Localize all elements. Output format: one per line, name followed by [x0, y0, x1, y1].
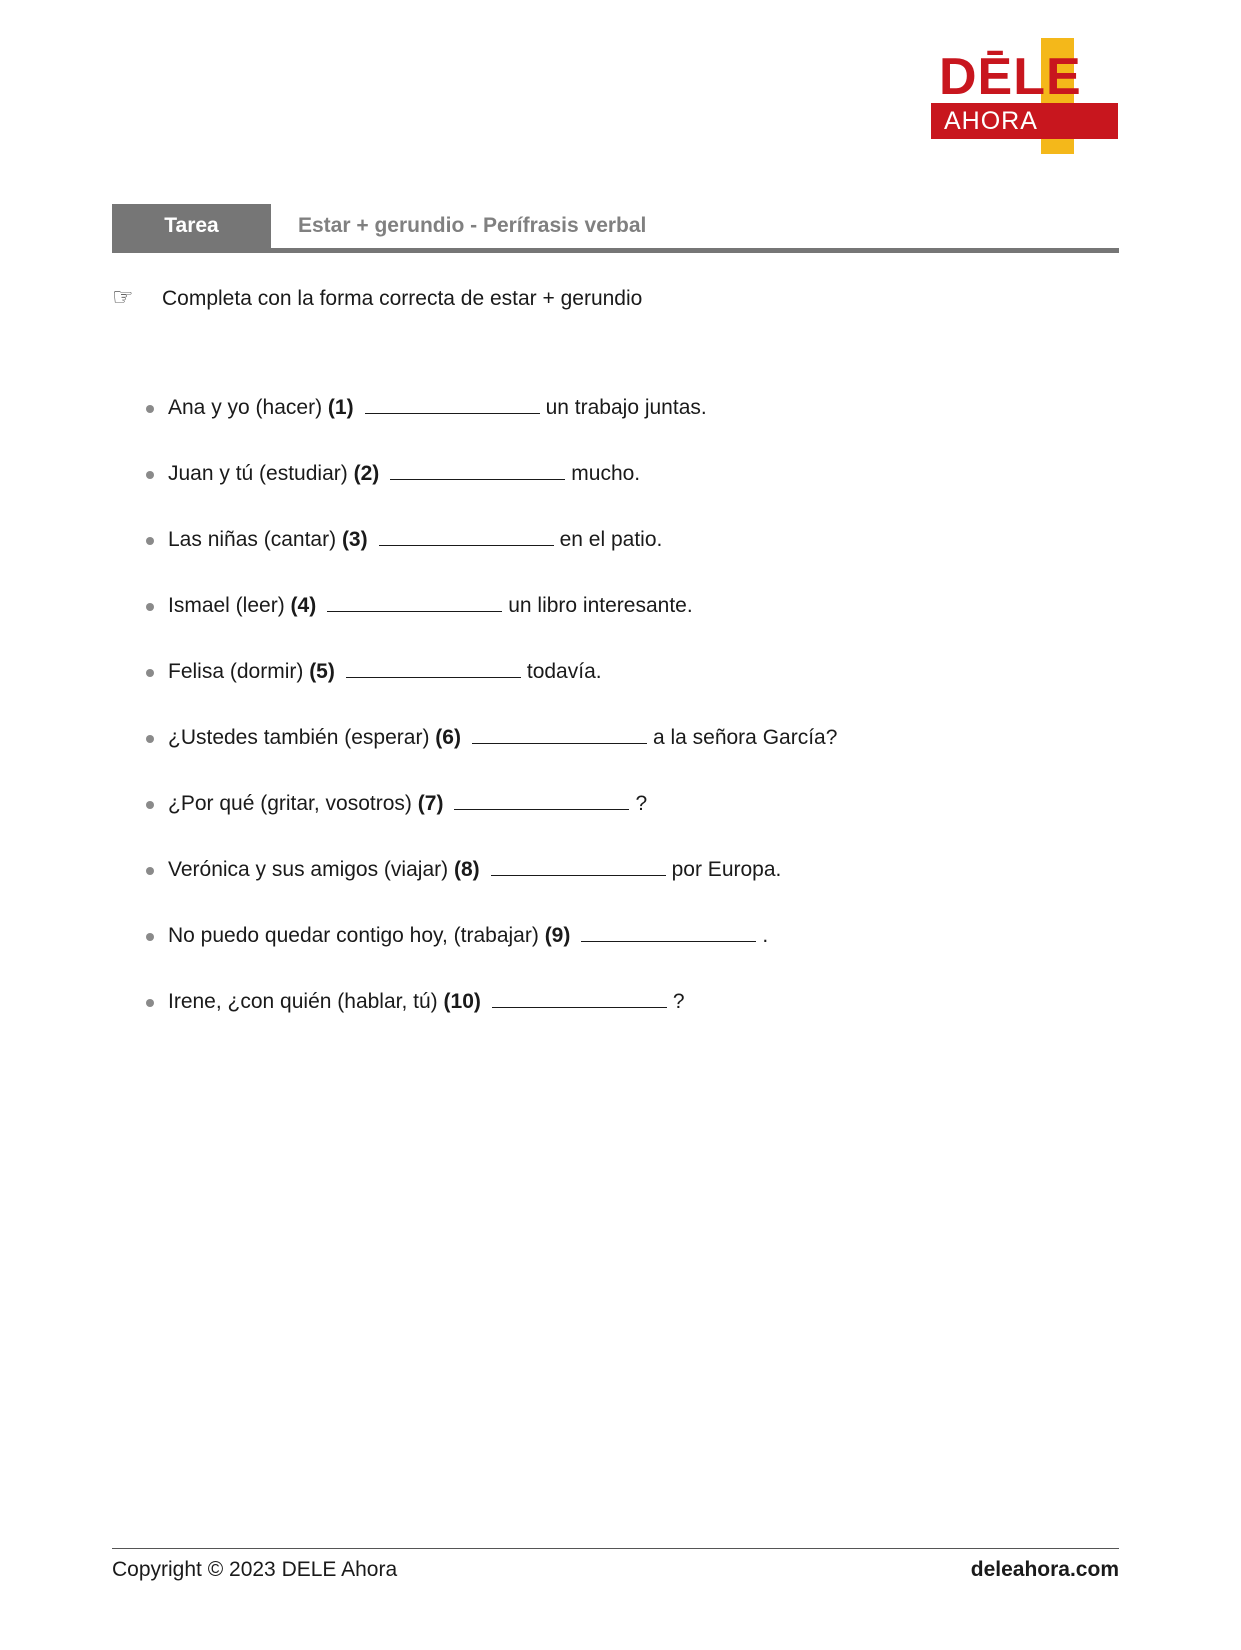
answer-blank[interactable]	[491, 855, 666, 876]
answer-blank[interactable]	[327, 591, 502, 612]
item-prompt: Ana y yo (hacer)	[168, 396, 323, 419]
item-prompt: ¿Por qué (gritar, vosotros)	[168, 792, 412, 815]
logo-dele-text: DĒLE	[939, 48, 1082, 106]
item-prompt: Juan y tú (estudiar)	[168, 462, 348, 485]
answer-blank[interactable]	[365, 393, 540, 414]
exercise-item	[142, 788, 837, 854]
header-rule	[112, 248, 1119, 253]
item-prompt: Ismael (leer)	[168, 594, 285, 617]
answer-blank[interactable]	[346, 657, 521, 678]
pointing-hand-icon: ☞	[112, 284, 134, 311]
exercise-item	[142, 524, 837, 590]
item-prompt: Las niñas (cantar)	[168, 528, 337, 551]
bullet-icon	[146, 735, 154, 743]
item-prompt: ¿Ustedes también (esperar)	[168, 726, 430, 749]
exercise-item	[142, 656, 837, 722]
answer-blank[interactable]	[379, 525, 554, 546]
item-number: (3)	[341, 528, 368, 551]
answer-blank[interactable]	[581, 921, 756, 942]
dele-ahora-logo	[931, 36, 1118, 154]
exercise-item	[142, 920, 837, 986]
exercise-item	[142, 392, 837, 458]
item-number: (1)	[327, 396, 354, 419]
bullet-icon	[146, 669, 154, 677]
item-continuation: en el patio.	[559, 528, 663, 551]
item-continuation: mucho.	[571, 462, 641, 485]
exercise-list	[142, 392, 837, 1052]
item-prompt: Irene, ¿con quién (hablar, tú)	[168, 990, 438, 1013]
bullet-icon	[146, 405, 154, 413]
item-continuation: un libro interesante.	[508, 594, 693, 617]
bullet-icon	[146, 801, 154, 809]
item-prompt: Felisa (dormir)	[168, 660, 304, 683]
item-number: (10)	[443, 990, 481, 1013]
logo-ahora-text: AHORA	[944, 107, 1038, 135]
bullet-icon	[146, 999, 154, 1007]
task-header	[112, 204, 1119, 252]
task-tab-label: Tarea	[112, 204, 271, 252]
item-number: (4)	[290, 594, 317, 617]
answer-blank[interactable]	[454, 789, 629, 810]
item-number: (9)	[544, 924, 571, 947]
item-continuation: ?	[635, 792, 648, 815]
footer-rule	[112, 1548, 1119, 1549]
item-continuation: un trabajo juntas.	[545, 396, 707, 419]
item-prompt: Verónica y sus amigos (viajar)	[168, 858, 449, 881]
instruction-text: Completa con la forma correcta de estar + gerundio	[162, 287, 643, 310]
exercise-item	[142, 590, 837, 656]
item-continuation: todavía.	[526, 660, 602, 683]
item-number: (5)	[309, 660, 335, 683]
site-link[interactable]: deleahora.com	[970, 1558, 1119, 1581]
footer	[112, 1548, 1119, 1581]
item-continuation: por Europa.	[671, 858, 782, 881]
answer-blank[interactable]	[492, 987, 667, 1008]
item-number: (8)	[453, 858, 480, 881]
exercise-item	[142, 986, 837, 1052]
bullet-icon	[146, 867, 154, 875]
answer-blank[interactable]	[472, 723, 647, 744]
answer-blank[interactable]	[390, 459, 565, 480]
item-continuation: .	[762, 924, 769, 947]
instruction	[112, 282, 642, 314]
bullet-icon	[146, 537, 154, 545]
exercise-item	[142, 722, 837, 788]
item-number: (6)	[435, 726, 461, 749]
item-continuation: a la señora García?	[652, 726, 838, 749]
item-prompt: No puedo quedar contigo hoy, (trabajar)	[168, 924, 539, 947]
item-number: (2)	[353, 462, 380, 485]
exercise-item	[142, 458, 837, 524]
task-title: Estar + gerundio - Perífrasis verbal	[298, 214, 647, 237]
item-continuation: ?	[672, 990, 685, 1013]
bullet-icon	[146, 603, 154, 611]
exercise-item	[142, 854, 837, 920]
bullet-icon	[146, 933, 154, 941]
bullet-icon	[146, 471, 154, 479]
item-number: (7)	[417, 792, 444, 815]
copyright-text: Copyright © 2023 DELE Ahora	[112, 1558, 398, 1581]
